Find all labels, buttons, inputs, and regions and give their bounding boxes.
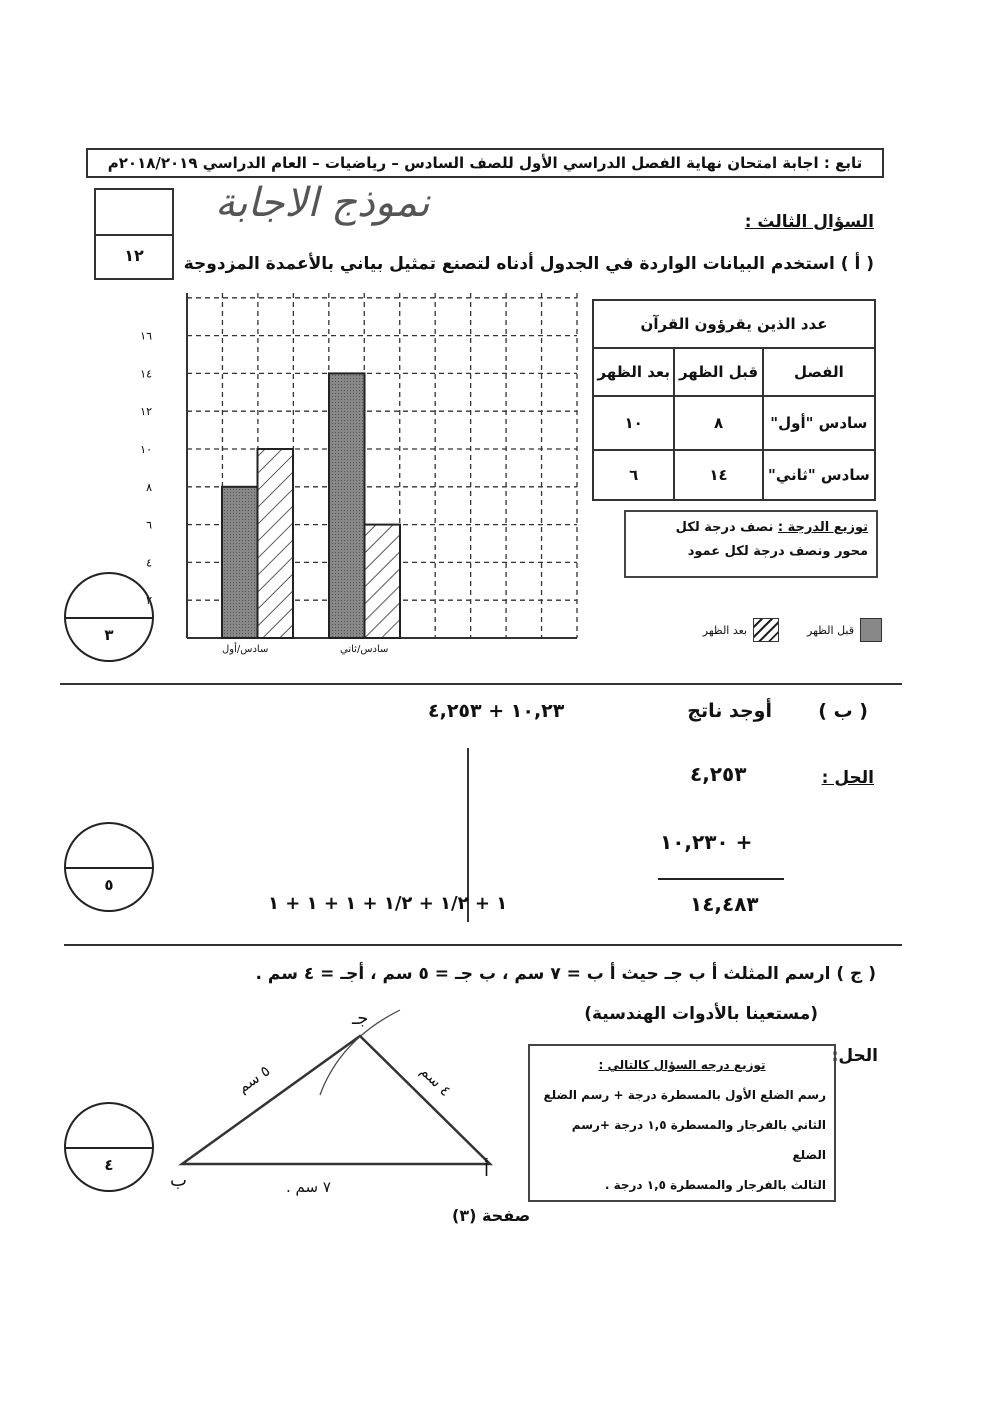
- table-row: سادس "ثاني" ١٤ ٦: [593, 450, 875, 500]
- vertex-c: جـ: [352, 1008, 369, 1029]
- y-tick-label: ٤: [146, 556, 152, 570]
- addend-1: ٤,٢٥٣: [690, 762, 747, 786]
- table-header: بعد الظهر: [593, 348, 674, 396]
- total-score-box: [94, 188, 174, 280]
- table-header: قبل الظهر: [674, 348, 762, 396]
- page-number: صفحة (٣): [452, 1206, 531, 1225]
- vertex-b: ب: [170, 1170, 187, 1191]
- grading-box-a: توزيع الدرجة : نصف درجة لكل محور ونصف درجة لكل عمود: [624, 510, 878, 578]
- x-label-1: سادس/أول: [222, 644, 269, 655]
- bar-before-noon: [329, 373, 365, 638]
- table-header: الفصل: [763, 348, 875, 396]
- y-tick-label: ١٦: [140, 329, 152, 343]
- handwritten-title: نموذج الاجابة: [215, 180, 430, 226]
- legend-dotted-swatch: [860, 618, 882, 642]
- side-bc-label: ٥ سم: [234, 1061, 274, 1097]
- side-ab-label: ٧ سم .: [286, 1178, 331, 1196]
- bar-after-noon: [365, 525, 401, 638]
- part-c-note: (مستعينا بالأدوات الهندسية): [584, 1004, 818, 1024]
- y-tick-label: ٦: [146, 518, 152, 532]
- y-tick-label: ٨: [146, 480, 152, 494]
- total-score: ١٢: [124, 246, 144, 265]
- addend-2: + ١٠,٢٣٠: [660, 830, 753, 854]
- double-bar-chart: [140, 285, 590, 665]
- question-title: السؤال الثالث :: [744, 212, 874, 232]
- y-tick-label: ١٤: [140, 367, 152, 381]
- part-a-prompt: ( أ ) استخدم البيانات الواردة في الجدول أدناه لتصنع تمثيل بياني بالأعمدة المزدوجة: [183, 254, 874, 274]
- part-b-prompt: أوجد ناتج: [687, 700, 772, 722]
- y-tick-label: ١٢: [140, 405, 152, 419]
- y-tick-label: ١٠: [140, 443, 152, 456]
- bar-after-noon: [258, 449, 294, 638]
- triangle: [182, 1036, 490, 1164]
- part-b-label: ( ب ): [818, 700, 868, 722]
- table-row: سادس "أول" ٨ ١٠: [593, 396, 875, 450]
- table-title: عدد الذين يقرؤون القرآن: [593, 300, 875, 348]
- solution-label-b: الحل :: [821, 768, 874, 788]
- data-table: [592, 299, 876, 501]
- part-c-prompt: ( ج ) ارسم المثلث أ ب جـ حيث أ ب = ٧ سم ، ب جـ = ٥ سم ، أجـ = ٤ سم .: [255, 964, 876, 984]
- sum-result: ١٤,٤٨٣: [690, 892, 759, 916]
- triangle-drawing: [160, 1000, 510, 1200]
- side-ac-label: ٤ سم: [416, 1062, 455, 1100]
- bar-before-noon: [222, 487, 258, 638]
- x-label-2: سادس/ثاني: [340, 644, 389, 655]
- score-circle-b: ٥: [64, 822, 154, 912]
- mark-breakdown-b: ١ + ١/٢ + ١/٢ + ١ + ١ + ١: [268, 893, 508, 914]
- exam-header: تابع : اجابة امتحان نهاية الفصل الدراسي الأول للصف السادس – رياضيات – العام الدراسي ٢٠١٨/٢٠١٩م: [86, 148, 884, 178]
- part-b-expression: ١٠,٢٣ + ٤,٢٥٣: [428, 700, 565, 722]
- y-tick-label: ٢: [146, 594, 152, 608]
- score-circle-a: ٣: [64, 572, 154, 662]
- chart-legend: قبل الظهر بعد الظهر: [703, 618, 882, 642]
- vertex-a: أ: [484, 1160, 490, 1181]
- legend-hatched-swatch: [753, 618, 779, 642]
- solution-label-c: الحل:: [831, 1046, 878, 1066]
- grading-box-c: توزيع درجه السؤال كالتالي : رسم الضلع الأول بالمسطرة درجة + رسم الضلع الثاني بالفرجار والمسطرة ١,٥ درجة +رسم الضلع الثالث بالفرجار والمسطرة ١,٥ درجة .: [528, 1044, 836, 1202]
- score-circle-c: ٤: [64, 1102, 154, 1192]
